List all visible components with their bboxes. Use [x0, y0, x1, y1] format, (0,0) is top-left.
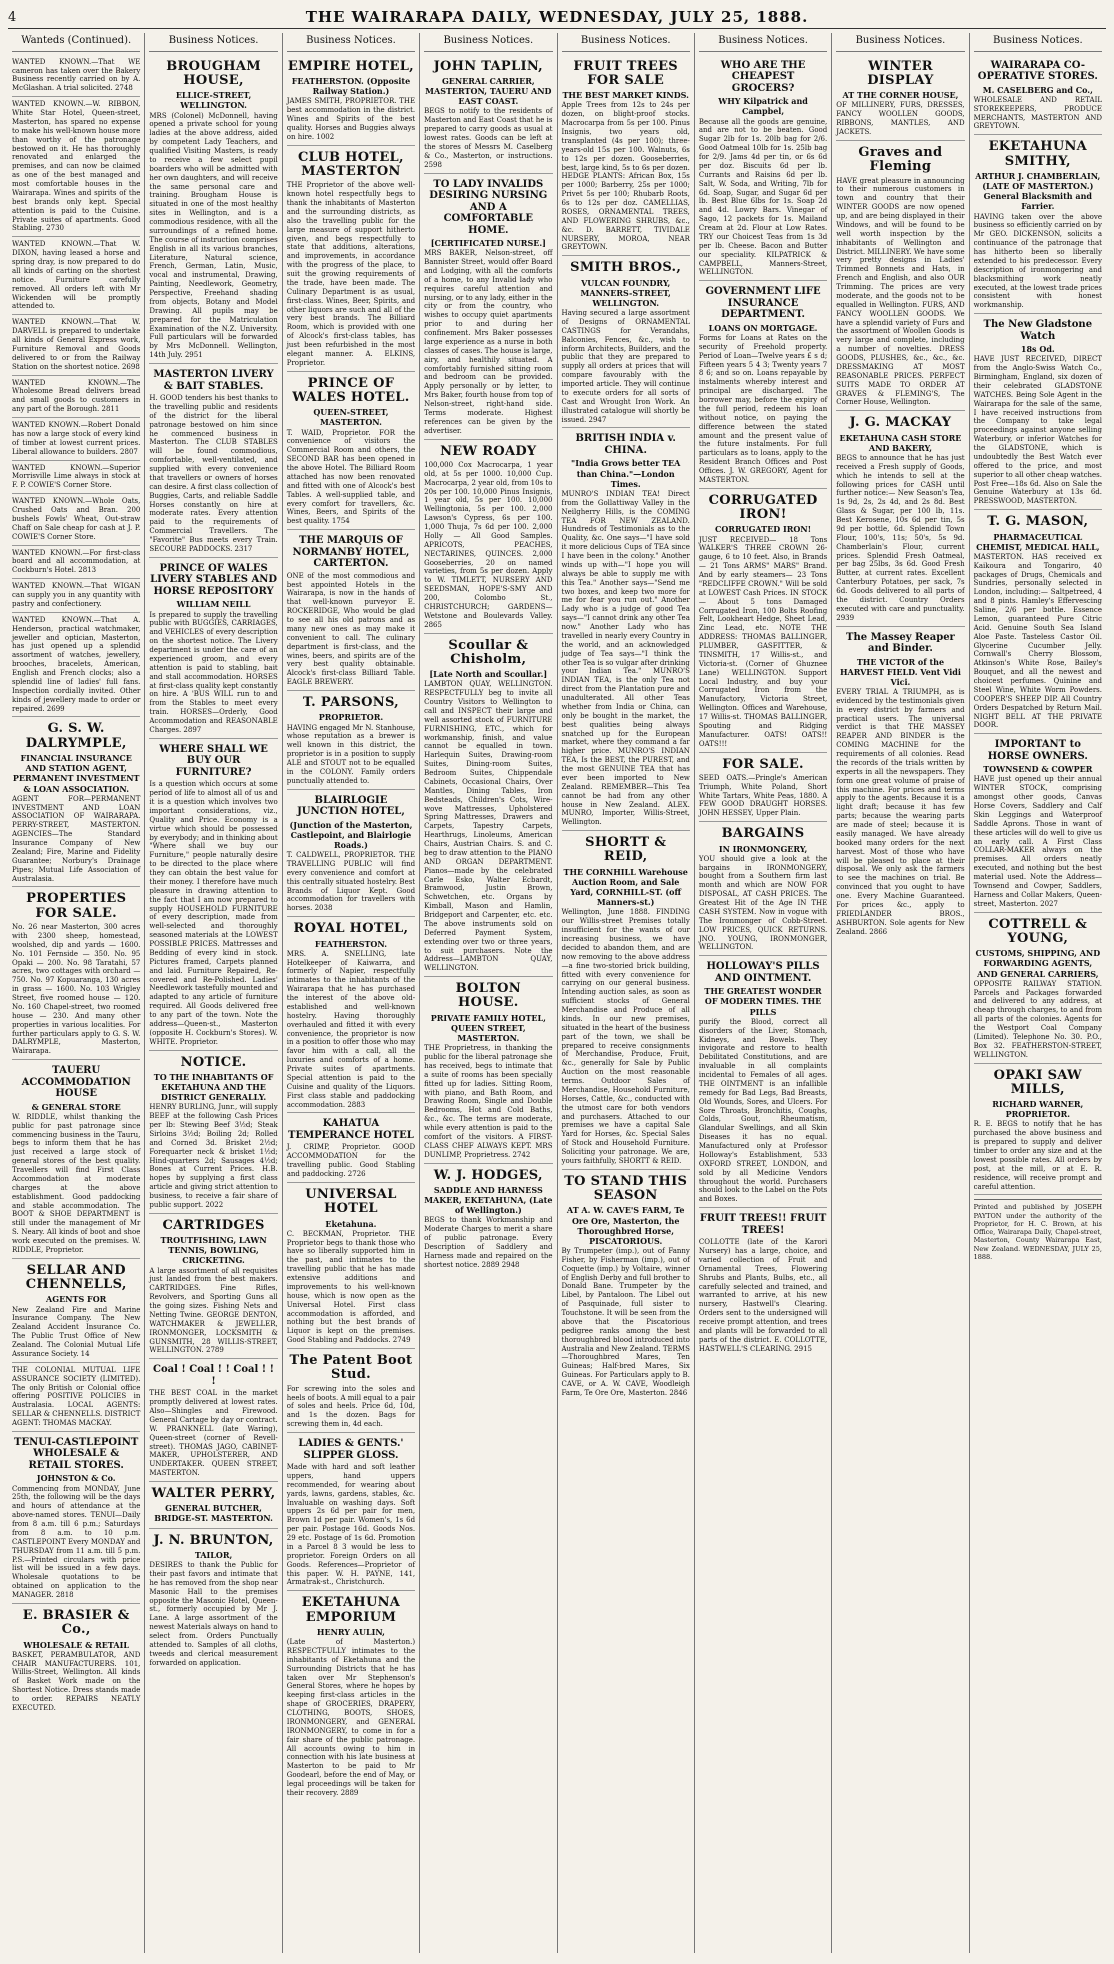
- ad-body: DESIRES to thank the Public for their past favors and intimate that he has removed from the shop near Masonic Hall to the premises opposite the Masonic Hotel, Queen-st., formerly occupied by Mr J. Lane. A large assortment of the newest Materials always on hand to select from. Orders Punctually attended to. Samples of all cloths, tweeds and clerical measurement forwarded on application.: [149, 1561, 278, 1667]
- ad-body: W. RIDDLE, whilst thanking the public for past patronage since commencing business in the Tauru, begs to inform them that he has just received a large stock of general stores of the best quality. Travellers will find First Class Accommodation at moderate charges at the above establishment. Good paddocking and stable accommodation. The BOOT & SHOE DEPARTMENT is still under the management of Mr S. Neary. All kinds of boot and shoe work executed on the premises. W. RIDDLE, Proprietor.: [12, 1112, 141, 1254]
- ad-body: HAVE great pleasure in announcing to their numerous customers in town and country that their WINTER GOODS are now opened up, and are being displayed in their Windows, and will be found to be well worth inspection by the inhabitants of Wellington and District. MILLINERY. We have some very pretty designs in Ladies' Trimmed Bonnets and Hats, in French and English, and also OUR Trimming. The prices are very moderate, and the goods not to be equalled in Wellington. FURS, AND FANCY WOOLLEN GOODS. We have a splendid variety of Furs and the assortment of Woollen Goods is very large and complete, including a number of novelties. DRESS GOODS, PLUSHES, &c., &c., &c. DRESSMAKING AT MOST REASONABLE PRICES. PERFECT SUITS MADE TO ORDER AT GRAVES & FLEMING'S, The Corner House, Wellington.: [836, 176, 965, 407]
- ad-title: BRITISH INDIA v. CHINA.: [575, 433, 676, 456]
- ad-subtitle: JOHNSTON & Co.: [36, 1473, 116, 1484]
- ad-body: For screwing into the soles and heels of boots. A mill equal to a pair of soles and heels. Price 6d, 10d, and 1s the dozen. Bags for screwing them in, 4d each.: [286, 1384, 416, 1429]
- ad-title: W. J. HODGES,: [433, 1167, 543, 1183]
- column-header: Business Notices.: [562, 33, 690, 52]
- column-header: Business Notices.: [974, 33, 1102, 52]
- ad-body: EVERY TRIAL A TRIUMPH, as is evidenced by the testimonials given in every district by farmers and practical users. The universal verdict is that THE MASSEY REAPER AND BINDER is the COMING MACHINE for the requirements of all colonies. Read the records of the trials written by experts in all the newspapers. They form one great volume of praise of this machine. For prices and terms apply to the agents. Because it is a light draft; because it has few parts; because the wearing parts are made of steel; because it is easily managed. We have already booked many orders for the next harvest. Most of those who have will be pleased to place at their disposal. We only ask the farmers to see the machines on trial. Be convinced that you ought to have one. Every Machine Guaranteed. For prices &c., apply to FRIEDLANDER BROS., ASHBURTON. Sole agents for New Zealand. 2866: [836, 687, 965, 936]
- ad-body: Commencing from MONDAY, June 25th, the following will be the days and hours of attendance at the above-named stores. TENUI—Daily from 8 a.m. till 6 p.m.; Saturdays from 8 a.m. to 10 p.m. CASTLEPOINT Every MONDAY and THURSDAY from 11 a.m. till 5 p.m. P.S.—Printed circulars with price list will be issued in a few days. Wholesale quotations to be obtained on application to the MANAGER. 2818: [12, 1484, 141, 1600]
- ad-subtitle: FEATHERSTON.: [314, 938, 387, 949]
- ad-title: EKETAHUNA EMPORIUM: [301, 1595, 401, 1625]
- ad-title: GOVERNMENT LIFE INSURANCE DEPARTMENT.: [705, 286, 821, 321]
- ad-body: WANTED KNOWN.—That WE cameron has taken over the Bakery Business recently carried on by A. McGlashan. A trial solicited. 2748: [12, 57, 141, 93]
- ad-body: J. CRIMP, Proprietor. GOOD ACCOMMODATION for the travelling public. Good Stabling and paddocking. 2726: [286, 1143, 416, 1179]
- ad-body: THE BEST COAL in the market promptly delivered at lowest rates. Also—Shingles and Firewood. General Cartage by day or contract. W. PRANKNELL (late Waring), Queen-street (corner of Revell-street). THOMAS JAGO, CABINET-MAKER, UPHOLSTERER, AND UNDERTAKER. QUEEN STREET, MASTERTON.: [149, 1389, 278, 1478]
- ad-title: COTTRELL & YOUNG,: [988, 916, 1088, 946]
- ad-body: THE Proprietress, in thanking the public for the liberal patronage she has received, begs to intimate that a suite of rooms has been specially fitted up for ladies. Sitting Room, with piano, and Bath Room, and Drawing Room, Single and Double Bedrooms, Hot and Cold Baths, &c., &c. The terms are moderate, while every attention is paid to the comfort of the visitors. A FIRST-CLASS CHEF ALWAYS KEPT. MRS DUNLIMP, Proprietress. 2742: [424, 1044, 553, 1159]
- ad-subtitle: PROPRIETOR.: [318, 712, 384, 723]
- ad-title: The New Gladstone Watch: [983, 319, 1093, 342]
- advertisement: [149, 739, 277, 1051]
- column-header: Business Notices.: [149, 33, 277, 52]
- advertisement: [12, 55, 140, 98]
- advertisement: [12, 97, 140, 237]
- ad-subtitle: THE VICTOR of the HARVEST FIELD. Vent Vidi Vici.: [839, 656, 961, 687]
- ad-body: WANTED KNOWN.—For first-class board and all accommodation, at Cockburn's Hotel. 2813: [12, 548, 141, 575]
- ad-body: BEGS to announce that he has just received a Fresh supply of Goods, which he intends to sell at the following prices for CASH until further notice:— New Season's Tea, 1s 9d, 2s, 2s 4d, and 2s 8d. Best Glass & Sugar, per 100 lb, 11s. Best Kerosene, 10s 6d per tin, 5s 9d per bottle, 6d. Splendid Town Flour, 100's, 11s; 50's, 5s 9d. Chamberlain's Flour, current prices. Splendid Fresh Oatmeal, per bag 25lbs, 3s 6d. Good Fresh Butter, at current rates. Excellent Canterbury Potatoes, per sack, 7s 6d. Goods delivered to all parts of the district. Country Orders executed with care and punctuality. 2939: [836, 453, 965, 622]
- ad-title: LADIES & GENTS.' SLIPPER GLOSS.: [298, 1438, 404, 1461]
- ad-title: WALTER PERRY,: [151, 1486, 276, 1502]
- ad-title: PROPERTIES FOR SALE.: [26, 891, 127, 921]
- columns: [8, 33, 1106, 1953]
- advertisement: [562, 428, 690, 831]
- advertisement: [287, 1433, 415, 1591]
- ad-body: SEED OATS.—Pringle's American Triumph, White Poland, Short White Tartars, White Peas, 1880. A FEW GOOD DRAUGHT HORSES. JOHN HESSEY, Upper Plain.: [698, 773, 828, 818]
- ad-subtitle: [Late North and Scoullar.]: [429, 669, 548, 680]
- ad-body: WANTED KNOWN.—That A. Henderson, practical watchmaker, jeweller and optician, Masterton, has just opened up a splendid assortment of watches, jewellery, brooches, bracelets, American, English and French clocks; also a splendid line of ladies' full fans. Inspection cordially invited. Other kinds of jewellery made to order or repaired. 2699: [12, 615, 141, 713]
- ad-subtitle: TROUTFISHING, LAWN TENNIS, BOWLING, CRICKETING.: [160, 1235, 267, 1266]
- advertisement: [424, 174, 552, 440]
- column-header: Business Notices.: [836, 33, 964, 52]
- ad-subtitle: AT A. W. CAVE'S FARM, Te Ore Ore, Masterton, the Thoroughbred Horse, PISCATORIOUS.: [566, 1205, 685, 1246]
- ad-body: WANTED KNOWN.—Robert Donald has now a large stock of every kind of timber at lowest current prices. Liberal allowance to builders. 2807: [12, 421, 141, 456]
- ad-body: T. CALDWELL, PROPRIETOR. THE TRAVELLING PUBLIC will find every convenience and comfort at this centrally situated hostelry. Best Brands of Liquor Kept. Good accommodation for travellers with horses. 2038: [286, 851, 416, 913]
- advertisement: [974, 734, 1102, 912]
- advertisement: [12, 579, 140, 613]
- ad-subtitle: WILLIAM NEILL: [176, 599, 251, 610]
- ad-body: Made with hard and soft leather uppers, hand uppers recommended, for wearing about yards, lawns, gardens, stables, &c. Invaluable on washing days. Soft uppers 2s 6d per pair for men, Brown 1d per pair. Women's, 1s 6d per pair. Postage 16d. Goods Nos. 29 etc. Postage of 1s 6d. Promotion in a Parcel 8 3 would be less to proprietor. Foreign Orders on all Goods. References—Proprietor of this paper. W. H. PAYNE, 141, Armatrak-st., Christchurch.: [286, 1463, 416, 1587]
- column-header: Wanteds (Continued).: [12, 33, 140, 52]
- ad-body: MRS (Colonel) McDonnell, having opened a private school for young ladies at the above address, aided by competent Lady Teachers, and qualified Visiting Masters, is ready to receive a few select pupil boarders who will be admitted with her own daughters, and will receive the same personal care and training. Brougham House is situated in one of the most healthy sites in Wellington, and is a commodious residence, with all the surroundings of a refined home. The course of instruction comprises English in all its various branches, Literature, Natural science, French, German, Latin, Music, vocal and instrumental, Drawing, Painting, Needlework, Geometry, Perspective, Freehand shading from objects, Botany and Model Drawing. All pupils may be prepared for the Matriculation Examination of the N.Z. University. Full particulars will be forwarded by Mrs McDonnell. Wellington, 14th July. 2951: [149, 111, 278, 360]
- ad-subtitle: THE GREATEST WONDER OF MODERN TIMES. THE PILLS: [704, 986, 822, 1017]
- ad-title: J. N. BRUNTON,: [153, 1532, 274, 1548]
- ad-title: HOLLOWAY'S PILLS AND OINTMENT.: [706, 961, 820, 984]
- ad-title: JOHN TAPLIN,: [433, 58, 543, 74]
- column-4: [420, 33, 557, 1953]
- ad-subtitle: AT THE CORNER HOUSE,: [842, 90, 959, 101]
- advertisement: [12, 418, 140, 461]
- ad-title: UNIVERSAL HOTEL: [305, 1186, 397, 1217]
- ad-body: (Late of Masterton.) RESPECTFULLY intimates to the inhabitants of Eketahuna and the Surrounding Districts that he has taken over Mr Stephenson's General Stores, where he hopes by keeping first-class articles in the shape of GROCERIES, DRAPERY, CLOTHING, BOOTS, SHOES, IRONMONGERY, and GENERAL IRONMONGERY, to come in for a fair share of the public patronage. All accounts owing to him in connection with his late business at Masterton to be paid to Mr Goodearl, before the end of May, or legal proceedings will be taken for their recovery. 2889: [286, 1638, 416, 1797]
- advertisement: [287, 530, 415, 691]
- ad-title: J. G. MACKAY: [849, 415, 952, 431]
- ad-body: YOU should give a look at the bargains in IRONMONGERY, bought from a Southern firm last month and which are NOW FOR DISPOSAL, AT CASH PRICES. The Greatest Hit of the Age IN THE CASH SYSTEM. Now in vogue with The Ironmonger of Cobb-Street. LOW PRICES, QUICK RETURNS. JNO. YOUNG, IRONMONGER, WELLINGTON.: [698, 854, 828, 952]
- advertisement: [287, 1349, 415, 1433]
- newspaper-title: THE WAIRARAPA DAILY, WEDNESDAY, JULY 25, 1888.: [305, 8, 809, 26]
- column-5: [558, 33, 695, 1953]
- ad-subtitle: TOWNSEND & COWPER: [983, 764, 1093, 775]
- ad-body: HAVE JUST RECEIVED, DIRECT from the Anglo-Swiss Watch Co., Birmingham, England, six dozen of their celebrated GLADSTONE WATCHES. Being Sole Agent in the Wairarapa for the sale of the same, I have received instructions from the Company to take legal proceedings against anyone selling Waterbury, or inferior Watches for the GLADSTONE, which is undoubtedly the Best Watch ever offered to the price, and most superior to all other cheap watches. Post Free—18s 6d. Also on Sale the Genuine Waterbury at 13s 6d. PRESSWOOD, MASTERTON.: [973, 355, 1102, 506]
- ad-body: 100,000 Cox Macrocarpa, 1 year old, at 5s per 1000. 10,000 Cup. Macrocarpa, 2 year old, from 10s to 20s per 100. 10,000 Pinus Insignis, 1 year old, 5s per 100. 10,000 Wellingtonia, 5s per 100. 2,000 Lawson's Cypress, 6s per 100. 1,000 Thuja, 7s 6d per 100. 2,000 Holly — All Good Samples. APRICOTS, PEACHES, NECTARINES, QUINCES. 2,000 Gooseberries, 20 on named varieties, from 5s per dozen. Apply to W. TIMLETT, NURSERY AND SEEDSMAN, HOPE'S-SMY AND 200, Colombo St., CHRISTCHURCH; GARDENS—Wetstone and Boulevards Valley. 2865: [424, 460, 553, 629]
- ad-body: HAVING engaged Mr N. Stanhouse, whose reputation as a brewer is well known in this district, the proprietor is in a position to supply ALE and STOUT not to be equalled in the COLONY. Family orders punctually attended to.: [286, 723, 416, 785]
- ad-title: T. G. MASON,: [987, 514, 1089, 530]
- ad-title: ROYAL HOTEL,: [293, 921, 409, 937]
- ad-title: BARGAINS: [721, 826, 805, 842]
- ad-body: LAMBTON QUAY, WELLINGTON. RESPECTFULLY beg to invite all Country Visitors to Wellington to call and INSPECT their large and well assorted stock of FURNITURE FURNISHING, ETC., which for workmanship, finish, and value cannot be equalled in town. Harlequin Suites, Drawing-room Suites, Dining-room Suites, Bedroom Suites, Chippendale Cabinets, Occasional Chairs, Over Mantles, Dining Tables, Iron Bedsteads, Children's Cots, Wire-wove Mattresses, Upholstered Spring Mattresses, Drawers and Carpets, Tapestry Carpets, Hearthrugs, Linoleums, American Chairs, Austrian Chairs. S. and C. beg to draw attention to the PIANO AND ORGAN DEPARTMENT. Pianos—made by the celebrated Carle Esko, Walter Ecbardt, Bramwood, Justin Brown, Schwetchen, etc. Organs by Kimball, Mason and Hamlin, Bridgeport and Carpenter, etc. etc. The above instruments sold on Deferred Payment System, extending over two or three years, to suit purchasers. Note the Address—LAMBTON QUAY, WELLINGTON.: [424, 680, 553, 973]
- ad-title: WHO ARE THE CHEAPEST GROCERS?: [720, 59, 806, 94]
- ad-subtitle: TAILOR,: [194, 1549, 233, 1560]
- ad-subtitle: CUSTOMS, SHIPPING, AND FORWARDING AGENTS, AND GENERAL CARRIERS,: [975, 948, 1101, 979]
- ad-subtitle: GENERAL CARRIER, MASTERTON, TAUERU AND EAST COAST.: [425, 75, 552, 107]
- ad-body: purify the Blood, correct all disorders of the Liver, Stomach, Kidneys, and Bowels. They invigorate and restore to health Debilitated Constitutions, and are invaluable in all complaints incidental to Females of all ages. THE OINTMENT is an infallible remedy for Bad Legs, Bad Breasts, Old Wounds, Sores, and Ulcers. For Sore Throats, Bronchitis, Coughs, Colds, Gout, Rheumatism, Glandular Swellings, and all Skin Diseases it has no equal. Manufactured only at Professor Holloway's Establishment, 533 OXFORD STREET, LONDON, and sold by all Medicine Vendors throughout the world. Purchasers should look to the Label on the Pots and Boxes.: [698, 1017, 828, 1204]
- advertisement: [287, 1183, 415, 1349]
- ad-subtitle: IN IRONMONGERY,: [718, 843, 808, 854]
- advertisement: [699, 956, 827, 1208]
- advertisement: [12, 546, 140, 580]
- ad-subtitle: WHY Kilpatrick and Campbel,: [718, 96, 808, 117]
- ad-title: THE MARQUIS OF NORMANBY HOTEL, CARTERTON.: [292, 535, 410, 570]
- ad-body: Because all the goods are genuine, and are not to be beaten. Good Sugar 2lb for 1s. 20lb bag for 2/6. Good Oatmeal 10lb for 1s. 25lb bag for 2/9. Jams 4d per tin, or 6s 6d per doz. Biscuits 6d per lb. Currants and Raisins 6d per lb. Salt, W. Soda, and Writing, 7lb for 6d. Soap, Sugar, and Sugar 6d per lb. Best Blue 6lbs for 1s. Soap 2d and 4d. Lowry Bars. Vinegar of Sago, 12 packets for 1s. Mailand Cream at 2d. Flour at Low Rates. TRY our Choicest Teas from 1s 3d per lb. Cheese. Bacon and Butter our speciality. KILPATRICK & CAMPBELL, Manners-Street, WELLINGTON.: [698, 117, 828, 277]
- ad-subtitle: QUEEN-STREET, MASTERTON.: [313, 407, 389, 428]
- advertisement: [287, 55, 415, 146]
- advertisement: [836, 141, 964, 411]
- ad-subtitle: PHARMACEUTICAL CHEMIST, MEDICAL HALL,: [976, 531, 1100, 552]
- ad-body: A large assortment of all requisites just landed from the best makers. CARTRIDGES. Fine Rifles, Revolvers, and Sporting Guns all the going sizes. Fishing Nets and Netting Twine. GEORGE DENTON, WATCHMAKER & JEWELLER, IRONMONGER, LOCKSMITH & GUNSMITH, 28 WILLIS-STREET, WELLINGTON. 2789: [149, 1266, 278, 1355]
- ad-body: MASTERTON. HAS received ex Kaikoura and Tongariro, 40 packages of Drugs, Chemicals and Sundries, personally selected in London, including:— Saltpetreed, 4 and 8 pints. Hamley's Effervescing Saline, 2/6 per bottle. Essence Lemon, guaranteed Pure Citric Acid. Genuine South Sea Island Aloe Paste. Tasteless Castor Oil. Glycerine Cucumber Jelly. Cornwall's Cherry Blossom, Atkinson's White Rose, Bailey's Bouquet, and all the newest and choicest perfumes. Quinine and Steel Wine, White Worm Powders. COOPER'S SHEEP DIP. All Country Orders Despatched by Return Mail. NIGHT BELL AT THE PRIVATE DOOR.: [973, 552, 1102, 730]
- ad-body: HAVING taken over the above business so efficiently carried on by Mr GEO. DICKENSON, solicits a continuance of the patronage that has hitherto been so liberally extended to his predecessor. Every description of ironmongering and blacksmithing work neatly executed, at the lowest trade prices consistent with honest workmanship.: [973, 212, 1102, 310]
- ad-subtitle: THE CORNHILL Warehouse Auction Room, and Sale Yard, CORNHILL-ST. (off Manners-st.): [563, 866, 688, 908]
- ad-subtitle: 18s Od.: [1020, 344, 1055, 355]
- ad-body: BEGS to notify to the residents of Masterton and East Coast that he is prepared to carry goods as usual at lowest rates. Goods can be left at the stores of Messrs M. Caselberg & Co., Masterton, or instructions. 2598: [424, 107, 553, 169]
- ad-subtitle: LOANS ON MORTGAGE.: [708, 322, 818, 333]
- ad-body: OF MILLINERY, FURS, DRESSES, FANCY WOOLLEN GOODS, RIBBONS, MANTLES, AND JACKETS.: [836, 101, 965, 137]
- ad-title: FRUIT TREES!! FRUIT TREES!: [699, 1213, 827, 1236]
- ad-body: THE Proprietor of the above well-known hotel respectfully begs to thank the inhabitants of Masterton and the surrounding districts, as also the travelling public for the large measure of support hitherto given, and begs respectfully to state that additions, alterations, and improvements, in accordance with the progress of the place, to suit the growing requirements of the trade, have been made. The Culinary Department is as usual, first-class. Wines, Beer, Spirits, and other liquors are such and all of the very best brands. The Billiard Room, which is provided with one of Alcock's first-class tables, has just been refurbished in the most elegant manner. A. ELKINS, Proprietor.: [286, 181, 416, 367]
- ad-body: JUST RECEIVED— 18 Tons WALKER'S THREE CROWN 26-gauge, 6 to 10 feet. Also, in Brands— 21 Tons ARMS" MARS" Brand. And by early steamers— 23 Tons "REDCLIFFE CROWN." Will be sold at LOWEST Cash Prices. IN STOCK— About 5 tons Damaged Corrugated Iron, 100 Bolts Roofing Felt, Lookheart Hedge, Sheet Lead, Zinc Lead, etc. NOTE THE ADDRESS: THOMAS BALLINGER, PLUMBER, GASFITTER, & TINSMITH, 17 Willis-st., and Victoria-st. (Corner of Ghuznee Lane) WELLINGTON. Support Local Industry, and buy your Corrugated Iron from the Manufactory, Victoria Street, Wellington. Offices and Warehouse, 17 Willis-st. THOMAS BALLINGER, Spouting and Ridging Manufacturer. OATS! OATS!! OATS!!!: [698, 535, 828, 748]
- ad-body: No. 26 near Masterton, 300 acres with 2300 sheep, homestead, woolshed, dip and yards — 1600. No. 101 Fernside — 350. No. 95 Opaki — 200. No. 98 Taratahi, 57 acres, two cottages with orchard — 750. No. 97 Kopuaranga, 130 acres in grass — 1600. No. 103 Wrigley Street, five roomed house — 120. No. 160 Chapel-street, two roomed house — 230. And many other properties in various localities. For further particulars apply to G. S. W. DALRYMPLE, Masterton, Wairarapa.: [12, 923, 141, 1056]
- column-6: [695, 33, 832, 1953]
- ad-subtitle: WHOLESALE & RETAIL: [23, 1639, 129, 1650]
- ad-body: WANTED KNOWN.—W. RIBBON, White Star Hotel, Queen-street, Masterton, has spared no expense to make his well-known house more than worthy of the patronage bestowed on it. He has thoroughly renovated and enlarged the premises, and can now be claimed as one of the best managed and most comfortable houses in the Wairarapa. Wines and spirits of the best brands only kept. Special attention is paid to the Cuisine. Private suites of apartments. Good Stabling. 2730: [12, 100, 141, 233]
- advertisement: [149, 1359, 277, 1482]
- ad-title: The Patent Boot Stud.: [289, 1353, 413, 1383]
- advertisement: [562, 831, 690, 1170]
- ad-title: E. BRASIER & Co.,: [22, 1607, 130, 1638]
- ad-title: EMPIRE HOTEL,: [287, 58, 415, 74]
- advertisement: [287, 790, 415, 918]
- ad-body: WANTED KNOWN.—Whole Oats, Crushed Oats and Bran. 200 bushels Fowls' Wheat, Out-straw Chaff on Sale cheap for cash at J. P. COWIE'S Corner Store.: [12, 497, 141, 541]
- advertisement: [12, 1363, 140, 1432]
- ad-title: SELLAR AND CHENNELLS,: [25, 1262, 127, 1293]
- ad-title: NOTICE.: [180, 1054, 247, 1070]
- ad-title: MASTERTON LIVERY & BAIT STABLES.: [153, 369, 274, 392]
- advertisement: [287, 691, 415, 790]
- ad-subtitle: Eketahuna.: [325, 1218, 377, 1229]
- ad-title: TO LADY INVALIDS DESIRING NURSING AND A COMFORTABLE HOME.: [429, 178, 548, 236]
- ad-body: BASKET, PERAMBULATOR, AND CHAIR MANUFACTURERS. 101, Willis-Street, Wellington. All kinds of Basket Work made on the Shortest Notice. Dress stands made to order. REPAIRS NEATLY EXECUTED.: [12, 1650, 141, 1712]
- ad-title: The Massey Reaper and Binder.: [846, 631, 955, 655]
- ad-body: By Trumpeter (imp.), out of Fanny Fisher, by Fisherman (imp.), out of Coquette (imp.) by Voltaire, winner of English Derby and full brother to Donald Bane. Trumpeter by the Libel, by Pantaloon. The Libel out of Pasquinade, full sister to Touchstone. It will be seen from the above that the Piscatorious pedigree ranks among the best thoroughbred blood introduced into Australia and New Zealand. TERMS—Thoroughbred Mares, Ten Guineas; Half-bred Mares, Six Guineas. For Particulars apply to B. CAVE, or A. W. CAVE, Woodleigh Farm, Te Ore Ore, Masterton. 2846: [561, 1246, 690, 1397]
- advertisement: [974, 314, 1102, 510]
- advertisement: [562, 55, 690, 257]
- advertisement: [699, 753, 827, 823]
- advertisement: [12, 1060, 140, 1259]
- ad-title: Scoullar & Chisholm,: [448, 637, 529, 667]
- advertisement: [12, 494, 140, 545]
- advertisement: [149, 364, 277, 558]
- advertisement: [424, 634, 552, 978]
- ad-body: BEGS to thank Workmanship and Moderate Charges to merit a share of public patronage. Every Description of Saddlery and Harness made and repaired on the shortest notice. 2889 2948: [424, 1216, 553, 1269]
- advertisement: [149, 1051, 277, 1214]
- ad-body: Is prepared to supply the travelling public with BUGGIES, CARRIAGES, and VEHICLES of every description on the shortest notice. The Livery department is under the care of an experienced groom, and every attention is paid to stabling, bait and stall accommodation. HORSES at first-class quality kept constantly on hire. A 'BUS WILL run to and from the Stables to meet every train. HORSES—Orderly, Good Accommodation and REASONABLE Charges. 2897: [149, 610, 278, 734]
- advertisement: [287, 146, 415, 372]
- ad-body: T. WAID, Proprietor. FOR the convenience of visitors the Commercial Room and others, the SECOND BAR has been opened in the above Hotel. The Billiard Room attached has now been renovated and fitted with one of Alcock's best Tables. A well-supplied table, and every comfort for travellers, &c. Wines, Beers, and Spirits of the best quality. 1754: [286, 428, 416, 526]
- column-3: [283, 33, 420, 1953]
- ad-body: COLLOTTE (late of the Karori Nursery) has a large, choice, and varied collection of Fruit and Ornamental Trees, Flowering Shrubs and Plants, Bulbs, etc., all carefully selected and trained, and warranted to arrive, at his new nursery, Hastwell's Clearing. Orders sent to the undersigned will receive prompt attention, and trees and plants will be forwarded to all parts of the district. E. COLLOTTE, HASTWELL'S CLEARING. 2915: [698, 1238, 828, 1353]
- advertisement: [836, 55, 964, 141]
- ad-body: H. GOOD tenders his best thanks to the travelling public and residents of the district for the liberal patronage bestowed on him since he commenced business in Masterton. The CLUB STABLES will be found commodious, comfortable, well-ventilated, and supplied with every convenience that travellers or owners of horses can desire. A first class collection of Buggies, Carts, and reliable Saddle Horses constantly on hire at moderate rates. Every attention paid to the requirements of Commercial Travellers. The "Favorite" Bus meets every Train. SECOURE PADDOCKS. 2317: [149, 394, 278, 553]
- advertisement: [12, 461, 140, 495]
- ad-title: T. PARSONS,: [302, 695, 399, 711]
- ad-title: PRINCE OF WALES HOTEL.: [292, 375, 410, 405]
- ad-title: FRUIT TREES FOR SALE: [573, 58, 678, 88]
- column-header: Business Notices.: [699, 33, 827, 52]
- ad-subtitle: ELLICE-STREET, WELLINGTON.: [175, 90, 252, 111]
- ad-subtitle: "India Grows better TEA than China."—London Times.: [571, 458, 681, 489]
- column-1: [8, 33, 145, 1953]
- advertisement: [699, 822, 827, 956]
- ad-subtitle: AGENTS FOR: [46, 1294, 107, 1305]
- advertisement: [562, 1170, 690, 1401]
- ad-title: TENUI-CASTLEPOINT WHOLESALE & RETAIL STORES.: [14, 1436, 139, 1471]
- ad-title: SHORTT & REID,: [585, 835, 667, 865]
- advertisement: [12, 717, 140, 887]
- ad-body: WANTED KNOWN.—That W. DARVELL is prepared to undertake all kinds of General Express work, Furniture Removal and Goods delivered to or from the Railway Station on the shortest notice. 2698: [12, 318, 141, 371]
- ad-subtitle: GENERAL BUTCHER, BRIDGE-ST. MASTERTON.: [154, 1503, 273, 1524]
- ad-body: C. BECKMAN, Proprietor. THE Proprietor begs to thank those who have so liberally supported him in the past, and intimates to the travelling public that he has made extensive additions and improvements to his well-known house, which is now open as the Universal Hotel. First class accommodation is afforded, and nothing but the best brands of Liquor is kept on the premises. Good Stabling and Paddocks. 2749: [286, 1229, 416, 1345]
- advertisement: [287, 1113, 415, 1183]
- advertisement: [974, 913, 1102, 1064]
- advertisement: [149, 1529, 277, 1671]
- advertisement: [424, 977, 552, 1163]
- ad-subtitle: SADDLE AND HARNESS MAKER, EKETAHUNA, (Late of Wellington.): [424, 1184, 553, 1216]
- ad-subtitle: M. CASELBERG and Co.,: [982, 84, 1093, 95]
- ad-subtitle: FEATHERSTON. (Opposite Railway Station.): [291, 75, 411, 97]
- advertisement: [12, 613, 140, 718]
- ad-body: WHOLESALE AND RETAIL STOREKEEPERS, PRODUCE MERCHANTS, MASTERTON AND GREYTOWN.: [973, 95, 1102, 131]
- ad-title: CLUB HOTEL, MASTERTON: [298, 149, 404, 179]
- ad-body: MUNRO'S INDIAN TEA! Direct from the Gollattiway Valley in the Neilgherry Hills, is the COMING TEA FOR NEW ZEALAND. Hundreds of Testimonials as to the Quality, &c. One says—"I have sold it more delicious Cups of TEA since I have been in the colony." Another winds up with—"I hope you will always be able to supply me with this Tea." Another says—"Send me two boxes, and keep two more for me for fear you run out." Another Lady who is a judge of good Tea says—"I cannot drink any other Tea now." Another Lady who has travelled in nearly every Country in the world, and an acknowledged judge of Tea says—"I think the other Tea is so vulgar after drinking your Indian Tea." MUNRO'S INDIAN TEA, is the only Tea not direct from the Plantation pure and unadulterated. All other Teas whether from India or China, can only be bought in the market, the best qualities being always snatched up for the European market, where they command a far higher price. MUNRO'S INDIAN TEA, Is the BEST, the PUREST, and the most GENUINE TEA that has ever been imported to New Zealand. REMEMBER—This Tea cannot be had from any other house in New Zealand. ALEX. MUNRO, Importer, Willis-Street, Wellington.: [561, 489, 690, 827]
- advertisement: [699, 1208, 827, 1356]
- ad-title: FOR SALE.: [722, 756, 804, 772]
- column-2: [145, 33, 282, 1953]
- advertisement: [974, 510, 1102, 734]
- advertisement: [836, 627, 964, 940]
- ad-title: CORRUGATED IRON!: [708, 492, 818, 523]
- ad-title: G. S. W. DALRYMPLE,: [25, 721, 127, 751]
- ad-title: Coal ! Coal ! ! Coal ! ! !: [153, 1364, 275, 1387]
- ad-title: EKETAHUNA SMITHY,: [988, 139, 1088, 169]
- advertisement: [699, 489, 827, 753]
- column-7: [832, 33, 969, 1953]
- advertisement: [974, 1064, 1102, 1196]
- advertisement: [12, 1259, 140, 1363]
- page-number: 4: [8, 9, 18, 25]
- advertisement: [12, 1604, 140, 1716]
- ad-title: WAIRARAPA CO-OPERATIVE STORES.: [977, 59, 1098, 83]
- ad-subtitle: (Junction of the Masterton, Castlepoint, and Blairlogie Roads.): [289, 819, 413, 850]
- advertisement: [424, 440, 552, 634]
- ad-title: OPAKI SAW MILLS,: [993, 1067, 1082, 1097]
- ad-subtitle: HENRY AULIN,: [316, 1626, 385, 1637]
- ad-title: WHERE SHALL WE BUY OUR FURNITURE?: [159, 743, 268, 778]
- ad-title: KAHATUA TEMPERANCE HOTEL: [288, 1118, 414, 1141]
- ad-subtitle: ARTHUR J. CHAMBERLAIN, (LATE OF MASTERTON.) General Blacksmith and Farrier.: [975, 170, 1101, 212]
- ad-title: PRINCE OF WALES LIVERY STABLES AND HORSE REPOSITORY: [150, 562, 278, 597]
- ad-subtitle: VULCAN FOUNDRY, MANNERS-STREET, WELLINGTON.: [580, 277, 671, 308]
- ad-body: HENRY BURLING, Junr., will supply BEEF at the following Cash Prices per lb: Stewing Beef 3½d; Steak Sirloins 3½d; Boiling 2d; Rolled and Corned 3d. Brisket 2½d; Forequarter neck & brisket 1½d; Hind-quarters 2d; Sausages 4½d; Bones at Current Prices. H.B. hopes by supplying a first class article and giving strict attention to business, to receive a fair share of public support. 2022: [149, 1103, 278, 1209]
- ad-body: Forms for Loans at Rates on the security of Freehold property. Period of Loan—Twelve years £ s d; Fifteen years 5 4 3; Twenty years 7 8 6; and so on. Loans repayable by instalments whereby interest and principal are discharged. The borrower may, before the expiry of the full period, redeem his loan without notice, on paying the difference between the stated amount and the present value of the future instalments. For full particulars as to loans, apply to the Resident Branch Offices and Post Offices. J. W. GREGORY, Agent for MASTERTON.: [698, 333, 828, 484]
- ad-title: NEW ROADY: [440, 443, 537, 459]
- ad-title: SMITH BROS.,: [570, 260, 682, 276]
- ad-title: TAUERU ACCOMMODATION HOUSE: [21, 1065, 131, 1100]
- ad-body: New Zealand Fire and Marine Insurance Company. The New Zealand Accident Insurance Co. The Public Trust Office of New Zealand. The Colonial Mutual Life Assurance Society. 14: [12, 1305, 141, 1358]
- ad-title: BLAIRLOGIE JUNCTION HOTEL,: [297, 794, 405, 818]
- masthead: [8, 6, 1106, 29]
- ad-title: WINTER DISPLAY: [867, 58, 934, 88]
- ad-subtitle: PRIVATE FAMILY HOTEL, QUEEN STREET, MASTERTON.: [430, 1012, 546, 1044]
- ad-title: BROUGHAM HOUSE,: [166, 58, 261, 88]
- ad-subtitle: FINANCIAL INSURANCE AND STATION AGENT, PERMANENT INVESTMENT & LOAN ASSOCIATION.: [12, 753, 140, 794]
- ad-body: WANTED KNOWN.—That WIGAN can supply you in any quantity with pastry and confectionery.: [12, 582, 141, 608]
- ad-body: R. E. BEGS to notify that he has purchased the above business and is prepared to supply and deliver timber to order any size and at the lowest possible rates. All orders by post, at the mill, or at E. R. residence, will receive prompt and careful attention.: [973, 1120, 1102, 1191]
- ad-subtitle: [CERTIFICATED NURSE.]: [430, 238, 546, 249]
- ad-body: Apple Trees from 12s to 24s per dozen, on blight-proof stocks. Macrocarpa from 5s per 100. Pinus Insignis, two years old, transplanted (4s per 100); three-years-old 15s per 100. Walnuts, 6s to 12s per dozen. Gooseberries, best, large kind, 5s to 6s per dozen. HEDGE PLANTS: African Box, 15s per 1000; Barberry, 25s per 1000; Privet 5s per 100; Rhubarb Roots, 6s to 12s per doz. CAMELLIAS, ROSES, ORNAMENTAL TREES, AND FLOWERING SHRUBS, &c., &c. D. BARRETT, TIVIDALE NURSERY, MOROA, NEAR GREYTOWN.: [561, 101, 690, 252]
- advertisement: [424, 1164, 552, 1273]
- ad-body: WANTED KNOWN.—Superior Morrisville Lime always in stock at F. P. COWIE'S Corner Store.: [12, 463, 141, 490]
- advertisement: [974, 55, 1102, 136]
- advertisement: [149, 55, 277, 364]
- ad-body: MRS. A. SNELLING, late Hotelkeeper of Kaiwarra, and formerly of Napier, respectfully intimates to the inhabitants of the Wairarapa that he has purchased the interest of the above old-established and well-known hostelry. Having thoroughly overhauled and fitted it with every convenience, the proprietor is now in a position to offer those who may favor him with a call, all the luxuries and comforts of a home. Private suites of apartments. Special attention is paid to the Cuisine and quality of the Liquors. First class stable and paddocking accommodation. 2883: [286, 949, 416, 1109]
- advertisement: [12, 237, 140, 315]
- advertisement: [562, 256, 690, 428]
- advertisement: [149, 558, 277, 739]
- ad-body: AGENT FOR—PERMANENT INVESTMENT AND LOAN ASSOCIATION OF WAIRARAPA. PERRY-STREET, MASTERTON. AGENCIES—The Standard Insurance Company of New Zealand; Fire, Marine and Fidelity Guarantee; Norbury's Drainage Pipes; Mutual Life Association of Australasia.: [12, 794, 141, 883]
- ad-body: WANTED KNOWN.—The Wholesome Bread delivers bread and small goods to customers in any part of the Borough. 2811: [12, 378, 141, 414]
- ad-title: BOLTON HOUSE.: [455, 981, 521, 1011]
- column-8: [970, 33, 1106, 1953]
- advertisement: [974, 135, 1102, 314]
- ad-subtitle: & GENERAL STORE: [31, 1101, 121, 1112]
- ad-body: Having secured a large assortment of Designs of ORNAMENTAL CASTINGS for Verandahs, Balconies, Fences, &c., wish to inform Architects, Builders, and the public that they are prepared to supply all orders at prices that will compare favourably with the imported article. They will continue to execute orders for all sorts of Cast and Wrought Iron Work. An illustrated catalogue will shortly be issued. 2947: [561, 309, 690, 424]
- ad-subtitle: TO THE INHABITANTS OF EKETAHUNA AND THE DISTRICT GENERALLY.: [153, 1071, 274, 1103]
- advertisement: [836, 411, 964, 626]
- ad-body: Wellington, June 1888. FINDING our Willis-street Premises totally insufficient for the wants of our increasing business, we have decided to abandon them, and are now removing to the above address—a fine two-storied brick building, fitted with every convenience for carrying on our general business. Intending auction sales, as soon as sufficient stocks of General Merchandise and Produce of all kinds. In our new premises, situated in the heart of the business part of the town, we shall be prepared to receive consignments of Merchandise, Produce, Fruit, &c., generally for Sale by Public Auction on the most reasonable terms. Outdoor Sales of Merchandise, Household Furniture, Horses, Cattle, &c., conducted with the utmost care for both vendors and purchasers. Attached to our premises we have a capital Sale Yard for Horses, &c. Special Sales of Stock and Household Furniture. Soliciting your patronage. We are, yours faithfully, SHORTT & REID.: [561, 908, 690, 1165]
- ad-body: OPPOSITE RAILWAY STATION. Parcels and Packages forwarded and delivered to any address, at cheap through charges, to and from all parts of the colonies. Agents for the Westport Coal Company (Limited). Telephone No. 30. P.O., Box 32. FEATHERSTON-STREET, WELLINGTON.: [973, 979, 1102, 1059]
- advertisement: [12, 887, 140, 1060]
- column-header: Business Notices.: [424, 33, 552, 52]
- column-header: Business Notices.: [287, 33, 415, 52]
- advertisement: [287, 372, 415, 531]
- ad-title: CARTRIDGES: [162, 1217, 265, 1233]
- ad-title: TO STAND THIS SEASON: [564, 1173, 688, 1204]
- ad-body: ONE of the most commodious and best appointed Hotels in the Wairarapa, is now in the hands of that well-known purveyor E. ROCKERIDGE, Who would be glad to see all his old patrons and as many new ones as may make it convenient to call. The culinary department is first-class, and the wines, beers, and spirits are of the very best quality obtainable. Alcock's first-class Billiard Table. EAGLE BREWERY.: [286, 571, 416, 687]
- ad-body: MRS BAKER, Nelson-street, off Bannister Street, would offer Board and Lodging, with all the comforts of a home, to any Invalid lady who requires careful attention and nursing, or to any lady, either in the city or from the country, who wishes to occupy quiet apartments prior to and during her confinement. Mrs Baker possesses large experience as a nurse in both classes of cases. The house is large, airy, and healthily situated. A comfortably furnished sitting room and bedroom can be provided. Apply personally or by letter, to Mrs Baker, fourth house from top of Nelson-street, right-hand side. Terms moderate. Highest references can be given by the advertiser.: [424, 249, 553, 435]
- advertisement: [12, 1432, 140, 1604]
- ad-subtitle: THE BEST MARKET KINDS.: [562, 90, 689, 101]
- advertisement: [424, 55, 552, 174]
- ad-body: Is a question which occurs at some period of life to almost all of us and it is a question which involves two important considerations, viz., Quality and Price. Economy is a virtue which should be possessed by everybody; and in thinking about "Where shall we buy our Furniture," people naturally desire to be directed to the place where they can obtain the best value for their money. I therefore have much pleasure in drawing attention to the fact that I am now prepared to supply HOUSEHOLD FURNITURE of every description, made from well-selected and thoroughly seasoned materials at the LOWEST POSSIBLE PRICES. Mattresses and Bedding of every kind in stock. Pictures framed, Carpets planned and laid. Furniture Repaired, Re-covered and Re-Polished. Ladies' Needlework tastefully mounted and adapted to any article of furniture required. All Goods delivered free to any part of the town. Note the address—Queen-st., Masterton (opposite H. Cockburn's Stores). W. WHITE. Proprietor.: [149, 780, 278, 1046]
- ad-subtitle: CORRUGATED IRON!: [714, 524, 812, 535]
- advertisement: [287, 1591, 415, 1801]
- ad-body: HAVE just opened up their annual WINTER STOCK, comprising amongst other goods, Canvas Horse Covers, Saddlery and Calf Skin Leggings and Waterproof Saddle Aprons. Those in want of these articles will do well to give us an early call. A First Class COLLAR-MAKER always on the premises. All orders neatly executed, and nothing but the best material used. Note the Address—Townsend and Cowper, Saddlers, Harness and Collar Makers, Queen-street, Masterton. 2027: [973, 775, 1102, 908]
- advertisement: [699, 281, 827, 489]
- advertisement: [149, 1214, 277, 1360]
- ad-title: Graves and Fleming: [858, 144, 943, 175]
- ad-subtitle: EKETAHUNA CASH STORE AND BAKERY,: [839, 432, 962, 453]
- advertisement: [12, 315, 140, 375]
- ad-subtitle: RICHARD WARNER, PROPRIETOR.: [992, 1099, 1084, 1120]
- imprint-footer: Printed and published by JOSEPH PAYTON under the authority of the Proprietor, for H. C. Brown, at his Office, Wairarapa Daily, Chapel-street, Masterton, County Wairarapa East, New Zealand. WEDNESDAY, JULY 25, 1888.: [974, 1199, 1102, 1261]
- advertisement: [287, 917, 415, 1113]
- advertisement: [149, 1482, 277, 1529]
- ad-body: THE COLONIAL MUTUAL LIFE ASSURANCE SOCIETY (LIMITED). The only British or Colonial office offering POSITIVE POLICIES in Australasia. LOCAL AGENTS: SELLAR & CHENNELLS. DISTRICT AGENT: THOMAS MACKAY.: [12, 1365, 141, 1428]
- advertisement: [699, 55, 827, 282]
- ad-title: IMPORTANT to HORSE OWNERS.: [987, 739, 1088, 762]
- ad-body: JAMES SMITH, PROPRIETOR. THE best accommodation in the district. Wines and Spirits of the best quality. Horses and Buggies always on hire. 1002: [286, 97, 416, 141]
- advertisement: [12, 376, 140, 419]
- ad-body: WANTED KNOWN.—That W. DIXON, having leased a horse and spring dray, is now prepared to do all kinds of carting on the shortest notice. Furniture carefully removed. All orders left with Mr Wickenden will be promptly attended to.: [12, 240, 141, 311]
